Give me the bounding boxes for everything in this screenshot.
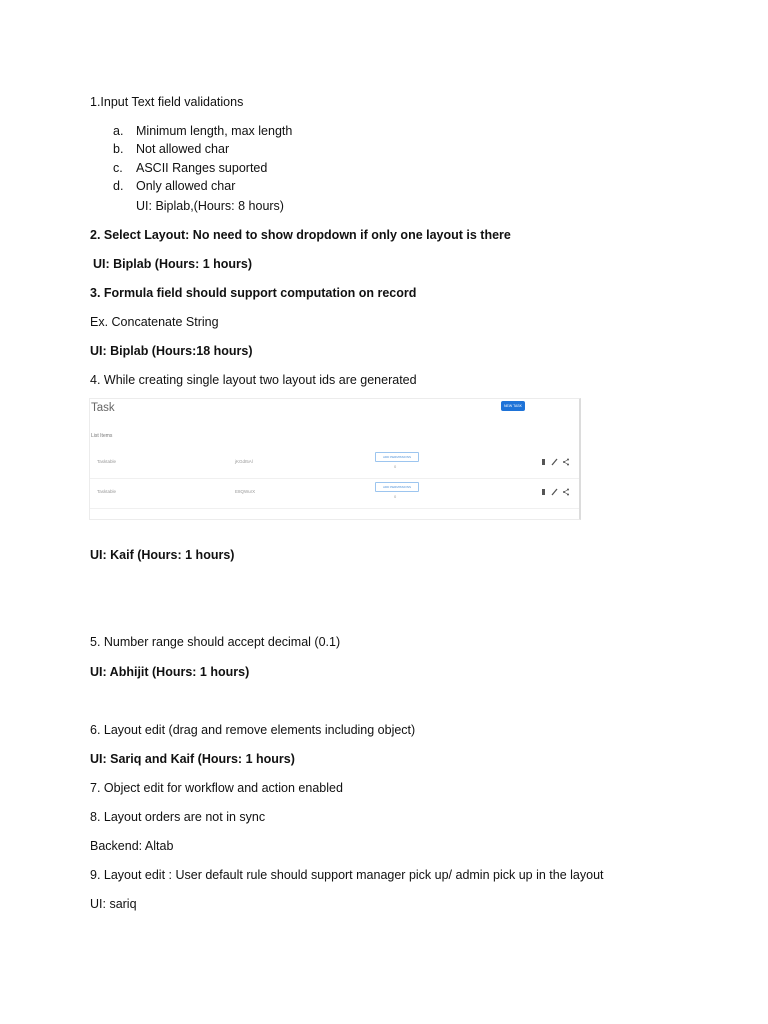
table-row	[90, 478, 580, 509]
permissions-chip: ADD PERMISSIONS	[375, 482, 419, 492]
list-marker: d.	[113, 179, 124, 193]
row-actions	[540, 457, 580, 467]
row-name: Tasktable	[97, 459, 117, 464]
item-4-assignee: UI: Kaif (Hours: 1 hours)	[90, 548, 235, 562]
screenshot-title: Task	[91, 402, 115, 414]
item-2-assignee: UI: Biplab (Hours: 1 hours)	[93, 257, 253, 271]
screenshot-list-label: List Items	[91, 433, 113, 439]
item-4-heading: 4. While creating single layout two layout ids are generated	[90, 373, 417, 387]
list-text: Minimum length, max length	[136, 124, 293, 138]
item-1-heading: 1.Input Text field validations	[90, 95, 244, 109]
new-task-button: NEW TASK	[501, 401, 525, 411]
row-count: 0	[394, 464, 397, 469]
item-9-heading: 9. Layout edit : User default rule should support manager pick up/ admin pick up in the layout	[90, 868, 604, 882]
item-8-heading: 8. Layout orders are not in sync	[90, 810, 266, 824]
share-icon	[562, 487, 570, 497]
permissions-chip: ADD PERMISSIONS	[375, 452, 419, 462]
list-text: Only allowed char	[136, 179, 236, 193]
list-marker: c.	[113, 161, 123, 175]
item-8-assignee: Backend: Altab	[90, 839, 174, 853]
row-id: jKGdI5Al	[235, 459, 253, 464]
row-id: E8QWurX	[235, 489, 256, 494]
table-row	[90, 448, 580, 479]
item-2-heading: 2. Select Layout: No need to show dropdown if only one layout is there	[90, 228, 511, 242]
item-6-heading: 6. Layout edit (drag and remove elements including object)	[90, 723, 416, 737]
row-actions	[540, 487, 580, 497]
item-1-assignee: UI: Biplab,(Hours: 8 hours)	[136, 199, 284, 213]
item-5-assignee: UI: Abhijit (Hours: 1 hours)	[90, 665, 250, 679]
list-marker: b.	[113, 142, 124, 156]
item-7-heading: 7. Object edit for workflow and action enabled	[90, 781, 343, 795]
item-5-heading: 5. Number range should accept decimal (0.1)	[90, 635, 341, 649]
delete-icon	[540, 457, 548, 467]
item-3-assignee: UI: Biplab (Hours:18 hours)	[90, 344, 253, 358]
edit-icon	[551, 487, 559, 497]
share-icon	[562, 457, 570, 467]
list-text: Not allowed char	[136, 142, 230, 156]
item-9-assignee: UI: sariq	[90, 897, 137, 911]
item-3-example: Ex. Concatenate String	[90, 315, 219, 329]
list-text: ASCII Ranges suported	[136, 161, 268, 175]
edit-icon	[551, 457, 559, 467]
item-6-assignee: UI: Sariq and Kaif (Hours: 1 hours)	[90, 752, 295, 766]
list-marker: a.	[113, 124, 124, 138]
embedded-screenshot	[89, 398, 581, 520]
item-3-heading: 3. Formula field should support computation on record	[90, 286, 417, 300]
delete-icon	[540, 487, 548, 497]
row-count: 0	[394, 494, 397, 499]
row-name: Tasktable	[97, 489, 117, 494]
